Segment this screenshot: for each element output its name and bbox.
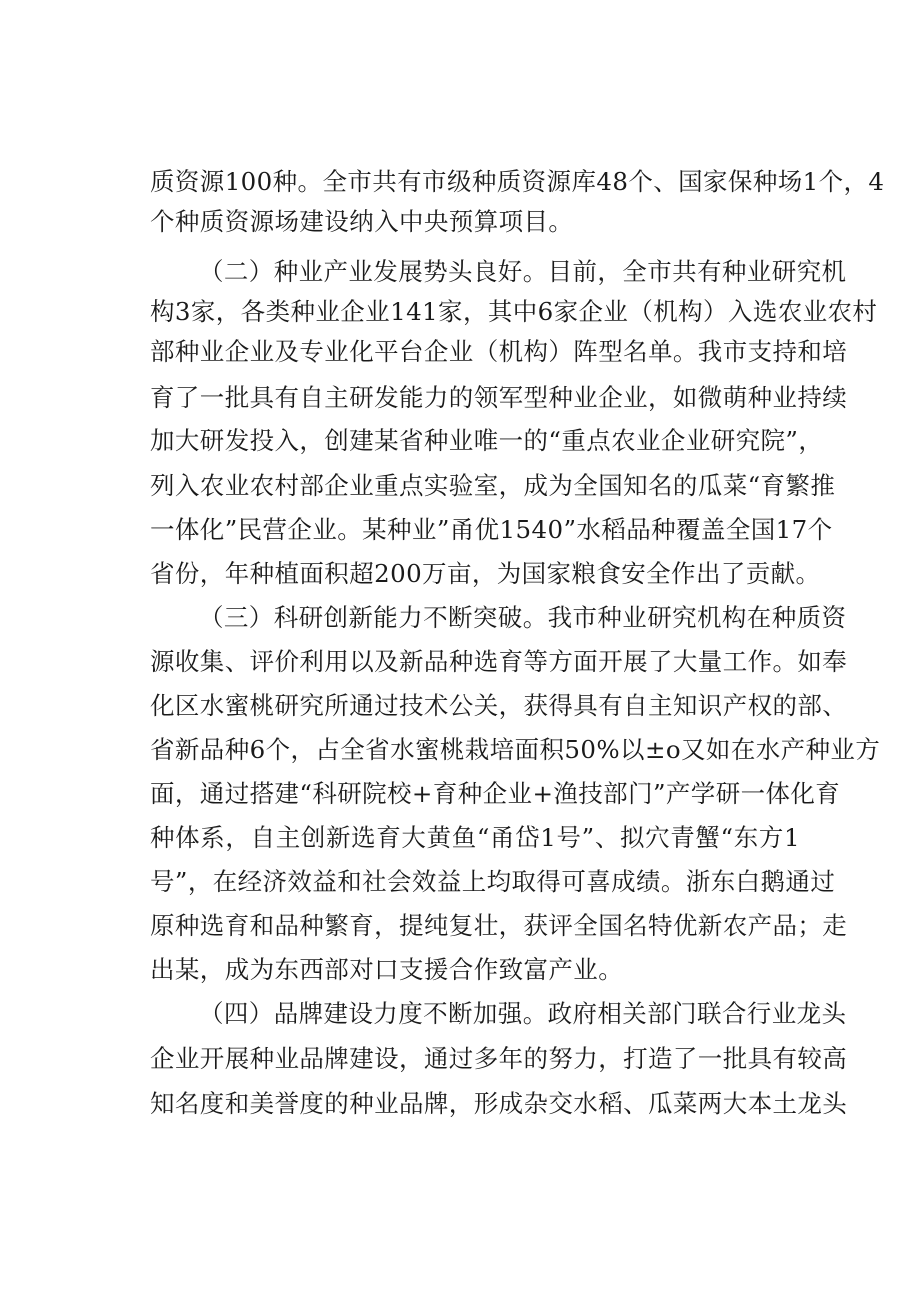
text-line: 构3家，各类种业企业141家，其中6家企业（机构）入选农业农村 <box>150 297 878 326</box>
text-line: 部种业企业及专业化平台企业（机构）阵型名单。我市支持和培 <box>150 337 848 366</box>
text-line: 化区水蜜桃研究所通过技术公关，获得具有自主知识产权的部、 <box>150 691 848 720</box>
text-line: 省份，年种植面积超200万亩，为国家粮食安全作出了贡献。 <box>150 559 821 588</box>
text-line: 育了一批具有自主研发能力的领军型种业企业，如微萌种业持续 <box>150 383 848 412</box>
text-line: 列入农业农村部企业重点实验室，成为全国知名的瓜菜“育繁推 <box>150 471 836 500</box>
text-line: 企业开展种业品牌建设，通过多年的努力，打造了一批具有较高 <box>150 1044 848 1073</box>
section-heading-line: （二）种业产业发展势头良好。目前，全市共有种业研究机 <box>199 257 847 286</box>
text-line: 一体化”民营企业。某种业”甬优1540”水稻品种覆盖全国17个 <box>150 515 833 544</box>
text-line: 质资源100种。全市共有市级种质资源库48个、国家保种场1个，4 <box>150 167 885 196</box>
section-heading-line: （四）品牌建设力度不断加强。政府相关部门联合行业龙头 <box>199 999 847 1028</box>
text-line: 种体系，自主创新选育大黄鱼“甬岱1号”、拟穴青蟹“东方1 <box>150 823 800 852</box>
text-line: 面，通过搭建“科研院校+育种企业+渔技部门”产学研一体化育 <box>150 779 841 808</box>
text-line: 原种选育和品种繁育，提纯复壮，获评全国名特优新农产品；走 <box>150 911 848 940</box>
text-line: 加大研发投入，创建某省种业唯一的“重点农业企业研究院”， <box>150 426 824 455</box>
section-heading-line: （三）科研创新能力不断突破。我市种业研究机构在种质资 <box>199 603 847 632</box>
text-line: 源收集、评价利用以及新品种选育等方面开展了大量工作。如奉 <box>150 647 848 676</box>
text-line: 个种质资源场建设纳入中央预算项目。 <box>150 207 574 236</box>
text-line: 知名度和美誉度的种业品牌，形成杂交水稻、瓜菜两大本土龙头 <box>150 1089 848 1118</box>
text-line: 出某，成为东西部对口支援合作致富产业。 <box>150 955 624 984</box>
text-line: 省新品种6个，占全省水蜜桃栽培面积50%以±o又如在水产种业方 <box>150 735 881 764</box>
text-line: 号”，在经济效益和社会效益上均取得可喜成绩。浙东白鹅通过 <box>150 867 836 896</box>
